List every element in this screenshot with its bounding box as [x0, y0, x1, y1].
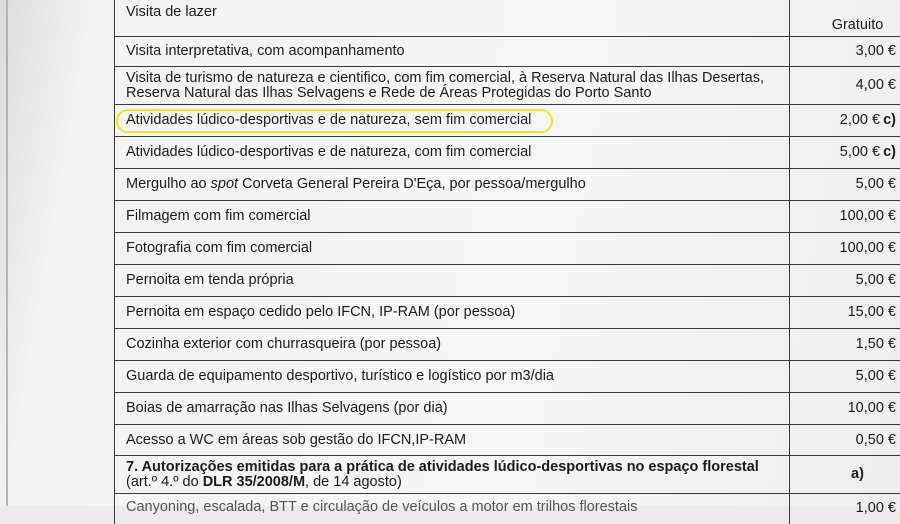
row-description-italic: spot — [211, 176, 238, 192]
row-price: Gratuito — [790, 0, 900, 37]
row-description — [115, 169, 790, 201]
table-row-highlighted — [115, 105, 900, 137]
row-price: 3,00 € — [790, 37, 900, 67]
fees-table — [114, 0, 900, 524]
row-price — [790, 105, 900, 137]
row-description: Fotografia com fim comercial — [115, 233, 790, 265]
table-row — [115, 233, 900, 265]
section-ref-decree: DLR 35/2008/M — [203, 474, 305, 490]
section-ref-post: , de 14 agosto) — [305, 474, 402, 490]
row-description: Visita de lazer — [115, 0, 790, 37]
row-description: Visita interpretativa, com acompanhamento — [115, 37, 790, 67]
section-heading-line: 7. Autorizações emitidas para a prática de atividades lúdico-desportivas no espaço florestal — [126, 460, 781, 475]
row-description: Acesso a WC em áreas sob gestão do IFCN,IP-RAM — [115, 425, 790, 456]
row-note: c) — [883, 112, 896, 128]
row-description-line: Visita de turismo de natureza e cientifico, com fim comercial, à Reserva Natural das Ilhas Desertas, — [126, 71, 781, 86]
row-price-value: 5,00 € — [840, 144, 880, 160]
row-price: 5,00 € — [790, 169, 900, 201]
table-row — [115, 297, 900, 329]
table-row — [115, 37, 900, 67]
row-description: Filmagem com fim comercial — [115, 201, 790, 233]
row-description: Boias de amarração nas Ilhas Selvagens (por dia) — [115, 393, 790, 425]
row-price: 5,00 € — [790, 361, 900, 393]
row-price: 4,00 € — [790, 67, 900, 105]
row-description: Pernoita em espaço cedido pelo IFCN, IP-RAM (por pessoa) — [115, 297, 790, 329]
row-description — [115, 105, 790, 137]
table-row — [115, 494, 900, 524]
row-price: 100,00 € — [790, 233, 900, 265]
row-price: 100,00 € — [790, 201, 900, 233]
row-price: 15,00 € — [790, 297, 900, 329]
table-row — [115, 137, 900, 169]
section-heading — [115, 456, 790, 494]
row-description: Cozinha exterior com churrasqueira (por pessoa) — [115, 329, 790, 361]
table-row — [115, 0, 900, 37]
section-ref-pre: (art.º 4.º do — [126, 474, 203, 490]
table-row — [115, 201, 900, 233]
row-description: Canyoning, escalada, BTT e circulação de veículos a motor em trilhos florestais — [115, 494, 790, 524]
table-row — [115, 67, 900, 105]
row-description-line: Reserva Natural das Ilhas Selvagens e Rede de Áreas Protegidas do Porto Santo — [126, 86, 781, 101]
row-description: Pernoita em tenda própria — [115, 265, 790, 297]
row-description-post: Corveta General Pereira D'Eça, por pessoa/mergulho — [238, 176, 586, 192]
table-row — [115, 169, 900, 201]
row-price — [790, 137, 900, 169]
row-price: 10,00 € — [790, 393, 900, 425]
row-description-pre: Mergulho ao — [126, 176, 211, 192]
row-note: c) — [883, 144, 896, 160]
table-row — [115, 329, 900, 361]
row-price-value: 2,00 € — [840, 112, 880, 128]
row-price: 1,00 € — [790, 494, 900, 524]
table-row — [115, 361, 900, 393]
row-price: 5,00 € — [790, 265, 900, 297]
table-row — [115, 393, 900, 425]
row-price: 0,50 € — [790, 425, 900, 456]
table-row — [115, 265, 900, 297]
section-heading-line — [126, 475, 781, 490]
row-description: Atividades lúdico-desportivas e de natureza, com fim comercial — [115, 137, 790, 169]
row-description: Guarda de equipamento desportivo, turístico e logístico por m3/dia — [115, 361, 790, 393]
row-description-text: Atividades lúdico-desportivas e de natureza, sem fim comercial — [126, 112, 531, 128]
row-description — [115, 67, 790, 105]
highlight-annotation — [126, 113, 531, 128]
page-margin-line — [6, 0, 8, 506]
section-header-row — [115, 456, 900, 494]
row-price: 1,50 € — [790, 329, 900, 361]
table-row — [115, 425, 900, 456]
section-price-note: a) — [790, 456, 900, 494]
